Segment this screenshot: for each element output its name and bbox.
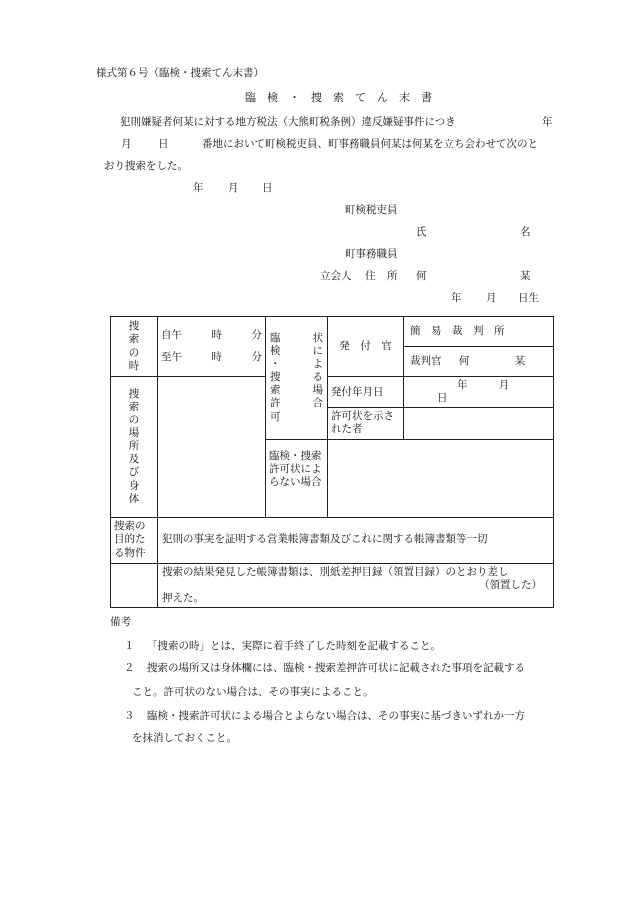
result-line-2: 押えた。 (162, 591, 204, 604)
note-3-cont: を抹消しておくこと。 (132, 732, 237, 744)
birth-year: 年 (451, 292, 462, 304)
note-1-num: １ (124, 640, 135, 652)
witness-label: 立会人 (320, 270, 352, 282)
note-3-text: 臨検・捜索許可状による場合とよらない場合は、その事実に基づきいずれか一方 (147, 710, 525, 722)
time-end-hour: 時 (211, 350, 222, 363)
search-time-header: 捜 索 の 時 (111, 317, 158, 377)
no-warrant-case-label: 臨検・捜索許可状によらない場合 (266, 439, 328, 517)
staff-label: 町事務職員 (345, 248, 398, 260)
note-2-num: ２ (124, 662, 135, 674)
name-label-mei: 名 (520, 226, 531, 238)
intro-year: 年 (542, 116, 553, 128)
date-year: 年 (193, 182, 204, 194)
place-value (158, 377, 266, 518)
time-end-minute: 分 (251, 350, 262, 363)
issue-month: 月 (498, 379, 510, 391)
intro-line-2: 番地において町検税吏員、町事務職員何某は何某を立ち会わせて次のと (202, 138, 538, 150)
time-end-prefix: 至午 (161, 350, 182, 363)
notes-heading: 備考 (110, 616, 131, 628)
result-alt: （領置した） (479, 578, 542, 591)
no-warrant-case-value (328, 439, 554, 517)
page-title: 臨 検 ・ 捜 索 て ん 末 書 (245, 91, 432, 104)
note-2-cont: こと。許可状のない場合は、その事実によること。 (132, 686, 374, 698)
court-label: 簡 易 裁 判 所 (404, 317, 554, 347)
intro-day: 日 (158, 138, 169, 150)
address-sumi: 住 (365, 270, 376, 282)
result-header (111, 563, 158, 607)
place-header: 捜 索 の 場 所 及 び 身 体 (111, 377, 158, 518)
time-start-minute: 分 (251, 329, 262, 342)
date-month: 月 (228, 182, 239, 194)
time-start-hour: 時 (211, 329, 222, 342)
issue-date-label: 発付年月日 (328, 377, 404, 408)
note-3-num: ３ (124, 710, 135, 722)
judge-cell (404, 347, 554, 377)
issue-day: 日 (437, 392, 448, 405)
purpose-text: 犯則の事実を証明する営業帳簿書類及びこれに関する帳簿書類等一切 (158, 517, 554, 563)
note-2-text: 捜索の場所又は身体欄には、臨検・捜索差押許可状に記載された事項を記載する (147, 662, 525, 674)
name-label-shi: 氏 (416, 226, 427, 238)
inspector-label: 町検税吏員 (345, 204, 398, 216)
purpose-header: 捜索の目的たる物件 (111, 517, 158, 563)
witness-nan: 何 (416, 270, 427, 282)
judge-nan: 何 (458, 354, 470, 367)
warrant-shown-value (404, 408, 554, 439)
birth-day: 日生 (518, 292, 539, 304)
judge-label: 裁判官 (410, 354, 442, 367)
intro-month: 月 (121, 138, 132, 150)
witness-bo: 某 (520, 270, 531, 282)
issuer-label: 発 付 官 (328, 317, 404, 377)
result-cell (158, 563, 554, 607)
intro-line-1: 犯則嫌疑者何某に対する地方税法（大熊町税条例）違反嫌疑事件につき (120, 116, 456, 128)
date-day: 日 (262, 182, 273, 194)
search-time-values (158, 317, 266, 377)
issue-year: 年 (457, 379, 468, 391)
judge-bo: 某 (514, 354, 526, 367)
result-line-1: 捜索の結果発見した帳簿書類は、別紙差押目録（領置目録）のとおり差し (162, 565, 509, 578)
note-1-text: 「捜索の時」とは、実際に着手終了した時刻を記載すること。 (147, 640, 441, 652)
search-record-table (110, 316, 554, 608)
intro-line-3: おり捜索をした。 (104, 160, 188, 172)
warrant-case-label: 臨 検 ・ 捜 索 許 可 状 に よ る 場 合 (266, 317, 328, 440)
birth-month: 月 (486, 292, 497, 304)
issue-date-value (404, 377, 554, 408)
time-start-prefix: 自午 (161, 329, 182, 342)
form-label: 様式第６号（臨検・捜索てん末書） (96, 67, 264, 79)
address-sho: 所 (387, 270, 398, 282)
warrant-shown-label: 許可状を示された者 (328, 408, 404, 439)
